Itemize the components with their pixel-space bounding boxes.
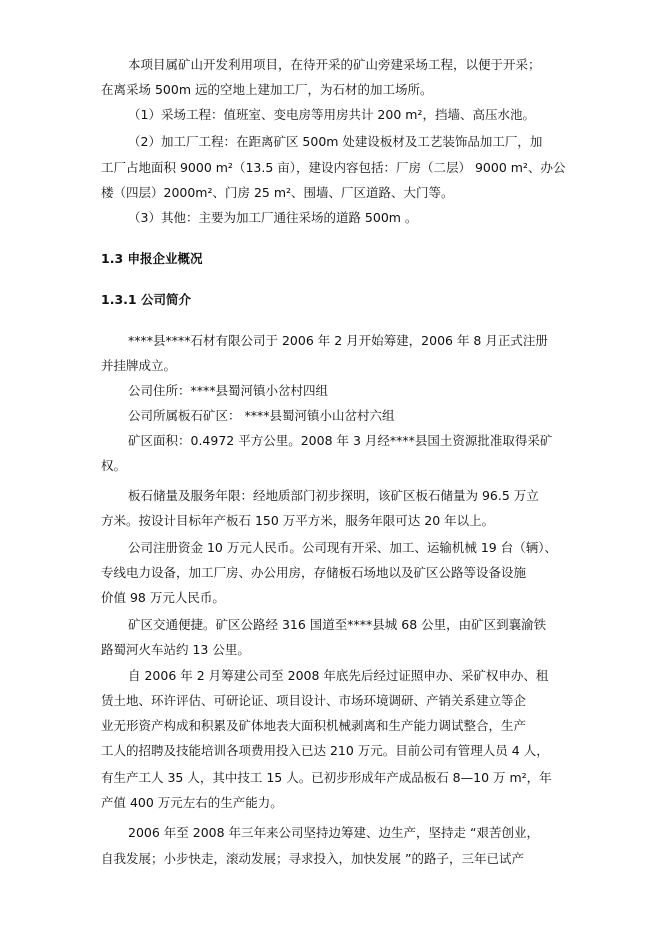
paragraph-line: 自我发展；小步快走，滚动发展；寻求投入，加快发展 ”的路子，三年已试产 <box>101 851 524 866</box>
paragraph-line: 有生产工人 35 人，其中技工 15 人。已初步形成年产成品板石 8—10 万 m²，年 <box>101 770 552 785</box>
paragraph-line: 并挂牌成立。 <box>101 358 177 373</box>
paragraph-line: 权。 <box>101 458 127 473</box>
paragraph-line: 公司注册资金 10 万元人民币。公司现有开采、加工、运输机械 19 台（辆）、 <box>128 540 557 555</box>
paragraph-line: ****县****石材有限公司于 2006 年 2 月开始筹建，2006 年 8 月正式注册 <box>128 333 548 348</box>
paragraph-line: 矿区面积：0.4972 平方公里。2008 年 3 月经****县国土资源批准取得采矿 <box>128 433 553 448</box>
paragraph-line: 自 2006 年 2 月筹建公司至 2008 年底先后经过证照申办、采矿权申办、租 <box>128 668 549 683</box>
paragraph-line: 产值 400 万元左右的生产能力。 <box>101 795 283 810</box>
paragraph-line: 在离采场 500m 远的空地上建加工厂，为石材的加工场所。 <box>101 82 433 97</box>
paragraph-line: 楼（四层）2000m²、门房 25 m²、围墙、厂区道路、大门等。 <box>101 185 454 200</box>
paragraph-line: 工厂占地面积 9000 m²（13.5 亩），建设内容包括：厂房（二层） 9000 m²、办公 <box>101 160 566 175</box>
paragraph-line: （3）其他：主要为加工厂通往采场的道路 500m 。 <box>128 210 418 225</box>
paragraph-line: 专线电力设备，加工厂房、办公用房，存储板石场地以及矿区公路等设备设施 <box>101 565 527 580</box>
paragraph-line: 2006 年至 2008 年三年来公司坚持边筹建、边生产，坚持走 “艰苦创业， <box>128 825 539 840</box>
paragraph-line: （2）加工厂工程：在距离矿区 500m 处建设板材及工艺装饰品加工厂，加 <box>128 134 543 149</box>
paragraph-line: 方米。按设计目标年产板石 150 万平方米，服务年限可达 20 年以上。 <box>101 513 495 528</box>
section-heading: 1.3 申报企业概况 <box>101 251 203 266</box>
subsection-heading: 1.3.1 公司简介 <box>101 292 191 307</box>
paragraph-line: 工人的招聘及技能培训各项费用投入已达 210 万元。目前公司有管理人员 4 人， <box>101 743 549 758</box>
paragraph-line: 路蜀河火车站约 13 公里。 <box>101 642 250 657</box>
paragraph-line: 本项目属矿山开发利用项目，在待开采的矿山旁建采场工程，以便于开采； <box>128 57 541 72</box>
paragraph-line: 公司住所：****县蜀河镇小岔村四组 <box>128 383 329 398</box>
paragraph-line: 业无形资产构成和积累及矿体地表大面积机械剥离和生产能力调试整合，生产 <box>101 718 527 733</box>
paragraph-line: 矿区交通便捷。矿区公路经 316 国道至****县城 68 公里，由矿区到襄渝铁 <box>128 617 547 632</box>
paragraph-line: 价值 98 万元人民币。 <box>101 590 225 605</box>
paragraph-line: 公司所属板石矿区： ****县蜀河镇小山岔村六组 <box>128 408 395 423</box>
paragraph-line: 赁土地、环许评估、可研论证、项目设计、市场环境调研、产销关系建立等企 <box>101 693 527 708</box>
paragraph-line: 板石储量及服务年限：经地质部门初步探明，该矿区板石储量为 96.5 万立 <box>128 488 539 503</box>
paragraph-line: （1）采场工程：值班室、变电房等用房共计 200 m²，挡墙、高压水池。 <box>128 107 535 122</box>
